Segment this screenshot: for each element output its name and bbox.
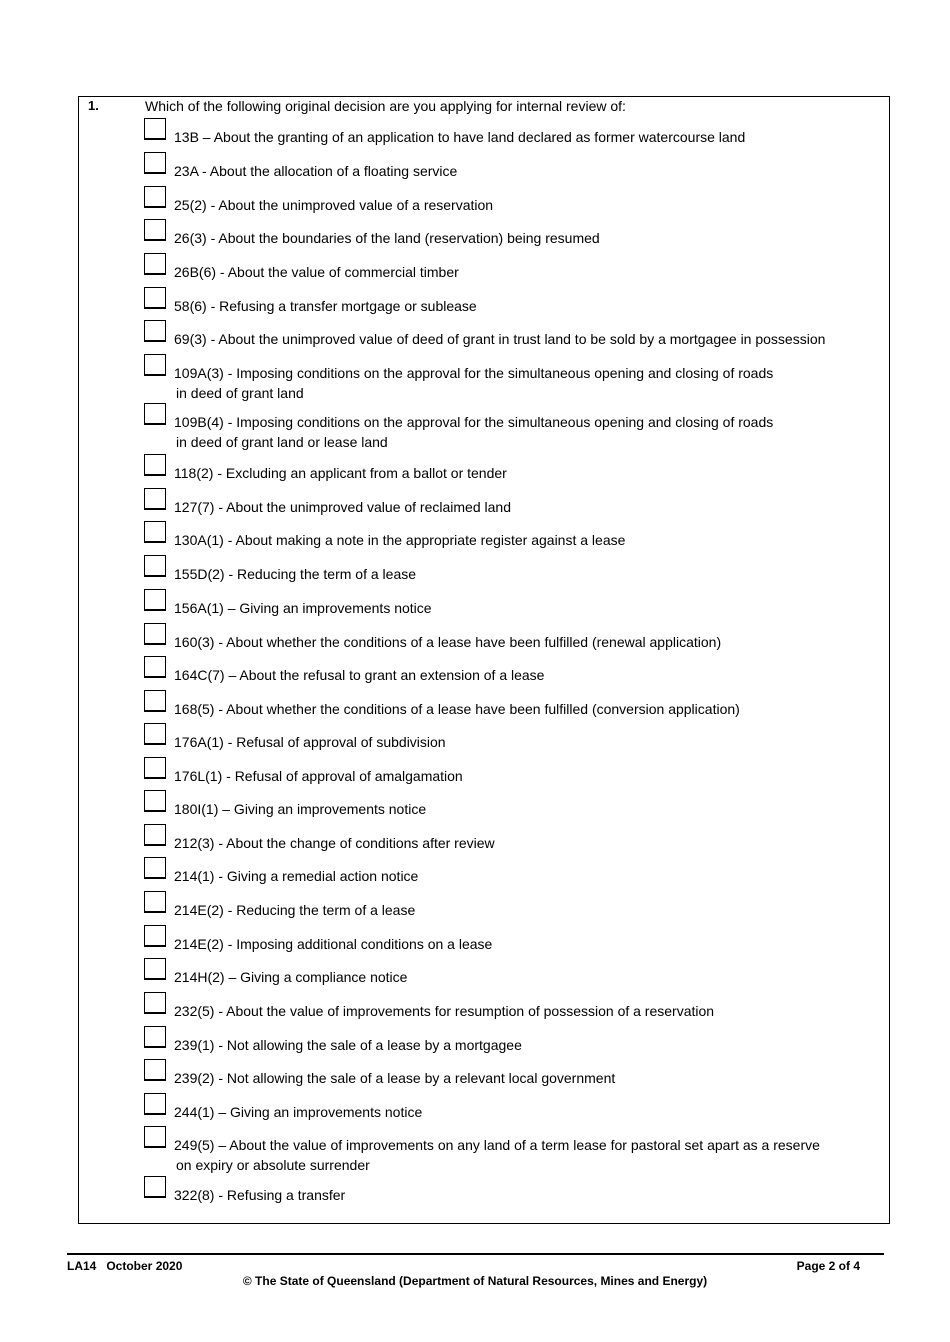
option-checkbox[interactable] — [144, 152, 166, 174]
option-label: 25(2) - About the unimproved value of a reservation — [174, 197, 494, 213]
option-label: 130A(1) - About making a note in the appropriate register against a lease — [174, 532, 626, 548]
option-checkbox[interactable] — [144, 623, 166, 645]
option-checkbox[interactable] — [144, 186, 166, 208]
option-checkbox[interactable] — [144, 690, 166, 712]
footer-divider — [67, 1253, 884, 1255]
option-checkbox[interactable] — [144, 403, 166, 425]
option-label: 214E(2) - Imposing additional conditions on a lease — [174, 936, 493, 952]
form-code: LA14 October 2020 — [67, 1259, 183, 1273]
option-checkbox[interactable] — [144, 219, 166, 241]
option-label: 239(2) - Not allowing the sale of a lease by a relevant local government — [174, 1070, 616, 1086]
option-label: 214E(2) - Reducing the term of a lease — [174, 902, 416, 918]
option-label: 160(3) - About whether the conditions of a lease have been fulfilled (renewal application) — [174, 634, 722, 650]
page-number: Page 2 of 4 — [796, 1259, 860, 1273]
option-checkbox[interactable] — [144, 320, 166, 342]
option-label: 13B – About the granting of an application to have land declared as former watercourse land — [174, 129, 746, 145]
option-label: 176L(1) - Refusal of approval of amalgamation — [174, 768, 463, 784]
option-checkbox[interactable] — [144, 891, 166, 913]
option-label-continued: in deed of grant land or lease land — [176, 434, 388, 450]
option-label: 164C(7) – About the refusal to grant an extension of a lease — [174, 667, 545, 683]
option-checkbox[interactable] — [144, 454, 166, 476]
option-checkbox[interactable] — [144, 354, 166, 376]
option-label: 214H(2) – Giving a compliance notice — [174, 969, 408, 985]
option-label: 239(1) - Not allowing the sale of a lease by a mortgagee — [174, 1037, 522, 1053]
option-label-continued: in deed of grant land — [176, 385, 304, 401]
option-label: 118(2) - Excluding an applicant from a ballot or tender — [174, 465, 507, 481]
question-text: Which of the following original decision are you applying for internal review of: — [145, 98, 626, 114]
option-checkbox[interactable] — [144, 253, 166, 275]
option-checkbox[interactable] — [144, 1176, 166, 1198]
option-checkbox[interactable] — [144, 925, 166, 947]
option-checkbox[interactable] — [144, 790, 166, 812]
copyright-notice: © The State of Queensland (Department of Natural Resources, Mines and Energy) — [242, 1274, 708, 1288]
option-label: 23A - About the allocation of a floating service — [174, 163, 458, 179]
option-label: 109B(4) - Imposing conditions on the approval for the simultaneous opening and closing of roads — [174, 414, 774, 430]
option-checkbox[interactable] — [144, 1059, 166, 1081]
option-checkbox[interactable] — [144, 723, 166, 745]
option-checkbox[interactable] — [144, 488, 166, 510]
option-label-continued: on expiry or absolute surrender — [176, 1157, 370, 1173]
option-checkbox[interactable] — [144, 824, 166, 846]
option-label: 69(3) - About the unimproved value of deed of grant in trust land to be sold by a mortgagee in possession — [174, 331, 826, 347]
option-label: 26B(6) - About the value of commercial timber — [174, 264, 459, 280]
option-checkbox[interactable] — [144, 1093, 166, 1115]
option-checkbox[interactable] — [144, 992, 166, 1014]
option-label: 244(1) – Giving an improvements notice — [174, 1104, 423, 1120]
option-label: 109A(3) - Imposing conditions on the approval for the simultaneous opening and closing of roads — [174, 365, 774, 381]
option-label: 232(5) - About the value of improvements for resumption of possession of a reservation — [174, 1003, 715, 1019]
option-label: 155D(2) - Reducing the term of a lease — [174, 566, 417, 582]
option-label: 249(5) – About the value of improvements on any land of a term lease for pastoral set apart as a reserve — [174, 1137, 820, 1153]
option-checkbox[interactable] — [144, 1126, 166, 1148]
option-checkbox[interactable] — [144, 857, 166, 879]
option-label: 58(6) - Refusing a transfer mortgage or sublease — [174, 298, 477, 314]
question-number: 1. — [88, 98, 99, 113]
option-checkbox[interactable] — [144, 958, 166, 980]
option-checkbox[interactable] — [144, 555, 166, 577]
option-label: 180I(1) – Giving an improvements notice — [174, 801, 427, 817]
option-checkbox[interactable] — [144, 589, 166, 611]
option-checkbox[interactable] — [144, 521, 166, 543]
option-checkbox[interactable] — [144, 757, 166, 779]
option-checkbox[interactable] — [144, 287, 166, 309]
option-label: 127(7) - About the unimproved value of reclaimed land — [174, 499, 511, 515]
option-label: 26(3) - About the boundaries of the land (reservation) being resumed — [174, 230, 600, 246]
option-label: 156A(1) – Giving an improvements notice — [174, 600, 432, 616]
option-checkbox[interactable] — [144, 656, 166, 678]
option-label: 322(8) - Refusing a transfer — [174, 1187, 346, 1203]
option-label: 176A(1) - Refusal of approval of subdivision — [174, 734, 446, 750]
option-checkbox[interactable] — [144, 118, 166, 140]
option-label: 214(1) - Giving a remedial action notice — [174, 868, 419, 884]
option-checkbox[interactable] — [144, 1026, 166, 1048]
option-label: 212(3) - About the change of conditions after review — [174, 835, 495, 851]
option-label: 168(5) - About whether the conditions of a lease have been fulfilled (conversion application) — [174, 701, 740, 717]
